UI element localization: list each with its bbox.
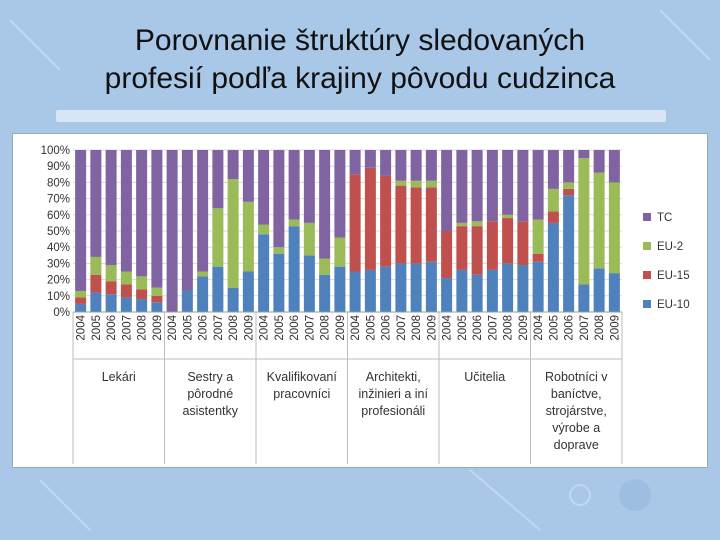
bar-segment-eu-2 — [563, 182, 574, 188]
bar-segment-eu-10 — [395, 263, 406, 312]
bar-segment-tc — [136, 150, 147, 276]
bar-segment-tc — [380, 150, 391, 176]
legend-label: EU-2 — [657, 241, 684, 253]
bar-segment-eu-10 — [258, 234, 269, 312]
y-tick-label: 50% — [46, 226, 70, 238]
bar-segment-eu-15 — [533, 254, 544, 262]
bar-segment-eu-10 — [151, 302, 162, 312]
x-tick-label: 2009 — [151, 315, 164, 341]
legend-swatch-eu-10 — [643, 300, 651, 308]
bar-segment-eu-10 — [594, 268, 605, 312]
bar-segment-eu-15 — [395, 186, 406, 264]
bar-segment-eu-2 — [212, 208, 223, 266]
bar-segment-eu-15 — [411, 187, 422, 263]
bar-segment-eu-15 — [136, 289, 147, 299]
x-tick-label: 2004 — [441, 315, 454, 341]
legend-label: EU-15 — [657, 270, 690, 282]
bar-segment-eu-2 — [289, 220, 300, 226]
category-label: strojárstve, — [545, 404, 607, 418]
bar-segment-eu-15 — [472, 226, 483, 275]
x-tick-label: 2009 — [426, 315, 439, 341]
x-tick-label: 2004 — [167, 315, 180, 341]
legend-swatch-eu-2 — [643, 242, 651, 250]
y-tick-label: 10% — [46, 290, 70, 303]
bar-segment-tc — [228, 150, 239, 179]
bar-segment-eu-10 — [350, 272, 361, 313]
bar-segment-eu-15 — [441, 231, 452, 278]
x-tick-label: 2006 — [380, 315, 393, 341]
bar-segment-eu-2 — [121, 272, 132, 285]
legend-swatch-eu-15 — [643, 271, 651, 279]
y-tick-label: 20% — [46, 274, 70, 287]
y-tick-label: 100% — [40, 145, 70, 157]
chart-frame — [12, 133, 708, 468]
bar-segment-eu-15 — [548, 212, 559, 223]
bar-segment-eu-10 — [502, 263, 513, 312]
bar-segment-eu-15 — [502, 218, 513, 263]
bar-segment-tc — [243, 150, 254, 202]
category-label: Architekti, — [365, 370, 421, 384]
bar-segment-tc — [456, 150, 467, 223]
slide-title — [40, 22, 680, 98]
bar-segment-eu-10 — [273, 254, 284, 312]
bar-segment-tc — [578, 150, 589, 158]
x-tick-label: 2005 — [456, 315, 469, 341]
bar-segment-tc — [273, 150, 284, 247]
bar-segment-eu-10 — [243, 272, 254, 313]
bar-segment-eu-2 — [243, 202, 254, 272]
bar-segment-eu-2 — [258, 225, 269, 235]
bar-segment-eu-2 — [472, 221, 483, 226]
bar-segment-eu-10 — [197, 276, 208, 312]
x-tick-label: 2007 — [212, 315, 225, 341]
bar-segment-eu-10 — [228, 288, 239, 312]
bar-segment-tc — [258, 150, 269, 225]
x-tick-label: 2004 — [258, 315, 271, 341]
bar-segment-eu-10 — [563, 195, 574, 312]
category-label: profesionáli — [361, 404, 426, 418]
x-tick-label: 2008 — [228, 315, 241, 341]
bar-segment-eu-15 — [350, 174, 361, 271]
bar-segment-tc — [106, 150, 117, 265]
x-tick-label: 2005 — [90, 315, 103, 341]
bar-segment-eu-10 — [548, 223, 559, 312]
bar-segment-tc — [75, 150, 86, 291]
bar-segment-eu-2 — [273, 247, 284, 253]
x-tick-label: 2007 — [395, 315, 408, 341]
legend-label: TC — [657, 212, 673, 224]
bar-segment-eu-2 — [319, 259, 330, 275]
bar-segment-eu-10 — [75, 304, 86, 312]
bar-segment-eu-15 — [365, 168, 376, 270]
bar-segment-eu-2 — [334, 237, 345, 266]
bar-segment-eu-2 — [426, 181, 437, 187]
x-tick-label: 2009 — [517, 315, 530, 341]
bar-segment-tc — [502, 150, 513, 215]
bar-segment-eu-10 — [334, 267, 345, 312]
x-tick-label: 2006 — [106, 315, 119, 341]
bar-segment-eu-10 — [472, 275, 483, 312]
bar-segment-tc — [517, 150, 528, 221]
bar-segment-eu-2 — [228, 179, 239, 288]
bar-segment-eu-10 — [319, 275, 330, 312]
bar-segment-tc — [487, 150, 498, 221]
title-line-2: profesií podľa krajiny pôvodu cudzinca — [104, 62, 616, 95]
bar-segment-eu-10 — [182, 291, 193, 312]
bar-segment-tc — [426, 150, 437, 181]
bar-segment-eu-2 — [304, 223, 315, 255]
bar-segment-tc — [151, 150, 162, 288]
bar-segment-eu-2 — [136, 276, 147, 289]
bar-segment-eu-10 — [578, 284, 589, 312]
bar-segment-eu-15 — [121, 284, 132, 297]
bar-segment-eu-2 — [90, 257, 101, 275]
x-tick-label: 2007 — [578, 315, 591, 341]
title-line-1: Porovnanie štruktúry sledovaných — [134, 24, 586, 57]
bar-segment-eu-10 — [380, 267, 391, 312]
bar-segment-eu-15 — [380, 176, 391, 267]
bar-segment-eu-10 — [533, 262, 544, 312]
bar-segment-eu-10 — [304, 255, 315, 312]
x-tick-label: 2009 — [243, 315, 256, 341]
bar-segment-eu-10 — [90, 293, 101, 312]
bar-segment-tc — [548, 150, 559, 189]
bar-segment-eu-10 — [365, 270, 376, 312]
bar-segment-eu-15 — [106, 281, 117, 294]
bar-segment-tc — [90, 150, 101, 257]
x-tick-label: 2008 — [502, 315, 515, 341]
bar-segment-eu-2 — [456, 223, 467, 226]
bar-segment-tc — [319, 150, 330, 259]
bar-segment-eu-10 — [212, 267, 223, 312]
bar-segment-tc — [197, 150, 208, 272]
category-label: baníctve, — [550, 387, 602, 401]
bar-segment-eu-10 — [426, 262, 437, 312]
bar-segment-eu-10 — [106, 294, 117, 312]
bar-segment-eu-10 — [289, 226, 300, 312]
bar-segment-eu-2 — [609, 182, 620, 273]
x-tick-label: 2004 — [350, 315, 363, 341]
bar-segment-tc — [533, 150, 544, 220]
bar-segment-tc — [182, 150, 193, 291]
y-tick-label: 60% — [46, 209, 70, 222]
x-tick-label: 2005 — [548, 315, 561, 341]
bar-segment-eu-2 — [411, 181, 422, 187]
bar-segment-eu-15 — [151, 296, 162, 302]
bar-segment-eu-15 — [456, 226, 467, 270]
category-label: Učitelia — [464, 370, 506, 384]
bar-segment-eu-15 — [517, 221, 528, 265]
category-label: pracovníci — [273, 387, 331, 401]
x-tick-label: 2009 — [609, 315, 622, 341]
category-label: Robotníci v — [544, 370, 608, 384]
x-tick-label: 2006 — [197, 315, 210, 341]
bar-segment-eu-15 — [75, 297, 86, 303]
y-tick-label: 90% — [46, 161, 70, 174]
bar-segment-eu-10 — [609, 273, 620, 312]
bar-segment-eu-2 — [502, 215, 513, 218]
y-tick-label: 30% — [46, 258, 70, 271]
x-tick-label: 2006 — [289, 315, 302, 341]
x-tick-label: 2005 — [273, 315, 286, 341]
bar-segment-eu-10 — [411, 263, 422, 312]
bar-segment-eu-10 — [136, 299, 147, 312]
x-tick-label: 2007 — [487, 315, 500, 341]
x-tick-label: 2008 — [136, 315, 149, 341]
bar-segment-tc — [395, 150, 406, 181]
x-tick-label: 2005 — [365, 315, 378, 341]
y-tick-label: 40% — [46, 242, 70, 255]
bar-segment-tc — [121, 150, 132, 272]
bar-segment-tc — [167, 150, 178, 312]
bar-segment-tc — [609, 150, 620, 182]
category-label: doprave — [553, 438, 599, 452]
bar-segment-tc — [350, 150, 361, 174]
legend-swatch-tc — [643, 213, 651, 221]
bar-segment-eu-2 — [578, 158, 589, 284]
bar-segment-tc — [563, 150, 574, 182]
bar-segment-tc — [594, 150, 605, 173]
x-tick-label: 2008 — [319, 315, 332, 341]
x-tick-label: 2008 — [411, 315, 424, 341]
x-tick-label: 2006 — [563, 315, 576, 341]
legend-label: EU-10 — [657, 299, 690, 311]
category-label: pôrodné — [187, 387, 234, 401]
bar-segment-tc — [411, 150, 422, 181]
stacked-bar-chart — [13, 134, 707, 467]
bar-segment-eu-10 — [441, 278, 452, 312]
category-label: inžinieri a iní — [358, 387, 428, 401]
x-tick-label: 2005 — [182, 315, 195, 341]
bar-segment-eu-10 — [487, 270, 498, 312]
bar-segment-eu-10 — [456, 270, 467, 312]
bar-segment-tc — [441, 150, 452, 231]
category-label: Kvalifikovaní — [266, 370, 337, 384]
category-label: Lekári — [101, 370, 136, 384]
bar-segment-tc — [472, 150, 483, 221]
x-tick-label: 2006 — [472, 315, 485, 341]
bar-segment-eu-2 — [548, 189, 559, 212]
y-tick-label: 80% — [46, 177, 70, 190]
bar-segment-eu-2 — [395, 181, 406, 186]
x-tick-label: 2009 — [334, 315, 347, 341]
title-underline-bar — [56, 110, 666, 122]
bar-segment-eu-2 — [197, 272, 208, 277]
bar-segment-tc — [212, 150, 223, 208]
bar-segment-tc — [289, 150, 300, 220]
bar-segment-eu-15 — [487, 221, 498, 270]
bar-segment-eu-15 — [426, 187, 437, 262]
bar-segment-eu-2 — [151, 288, 162, 296]
bar-segment-eu-10 — [517, 265, 528, 312]
bar-segment-eu-2 — [533, 220, 544, 254]
x-tick-label: 2007 — [304, 315, 317, 341]
x-tick-label: 2007 — [121, 315, 134, 341]
x-tick-label: 2004 — [533, 315, 546, 341]
x-tick-label: 2004 — [75, 315, 88, 341]
bar-segment-tc — [365, 150, 376, 168]
bar-segment-eu-2 — [75, 291, 86, 297]
bar-segment-tc — [334, 150, 345, 237]
y-tick-label: 0% — [53, 307, 70, 319]
bar-segment-eu-10 — [121, 297, 132, 312]
bar-segment-eu-15 — [563, 189, 574, 195]
x-tick-label: 2008 — [594, 315, 607, 341]
bar-segment-eu-2 — [106, 265, 117, 281]
bar-segment-eu-15 — [90, 275, 101, 293]
bar-segment-eu-2 — [594, 173, 605, 269]
y-tick-label: 70% — [46, 193, 70, 206]
category-label: Sestry a — [187, 370, 234, 384]
category-label: asistentky — [182, 404, 239, 418]
category-label: výrobe a — [552, 421, 601, 435]
bar-segment-tc — [304, 150, 315, 223]
